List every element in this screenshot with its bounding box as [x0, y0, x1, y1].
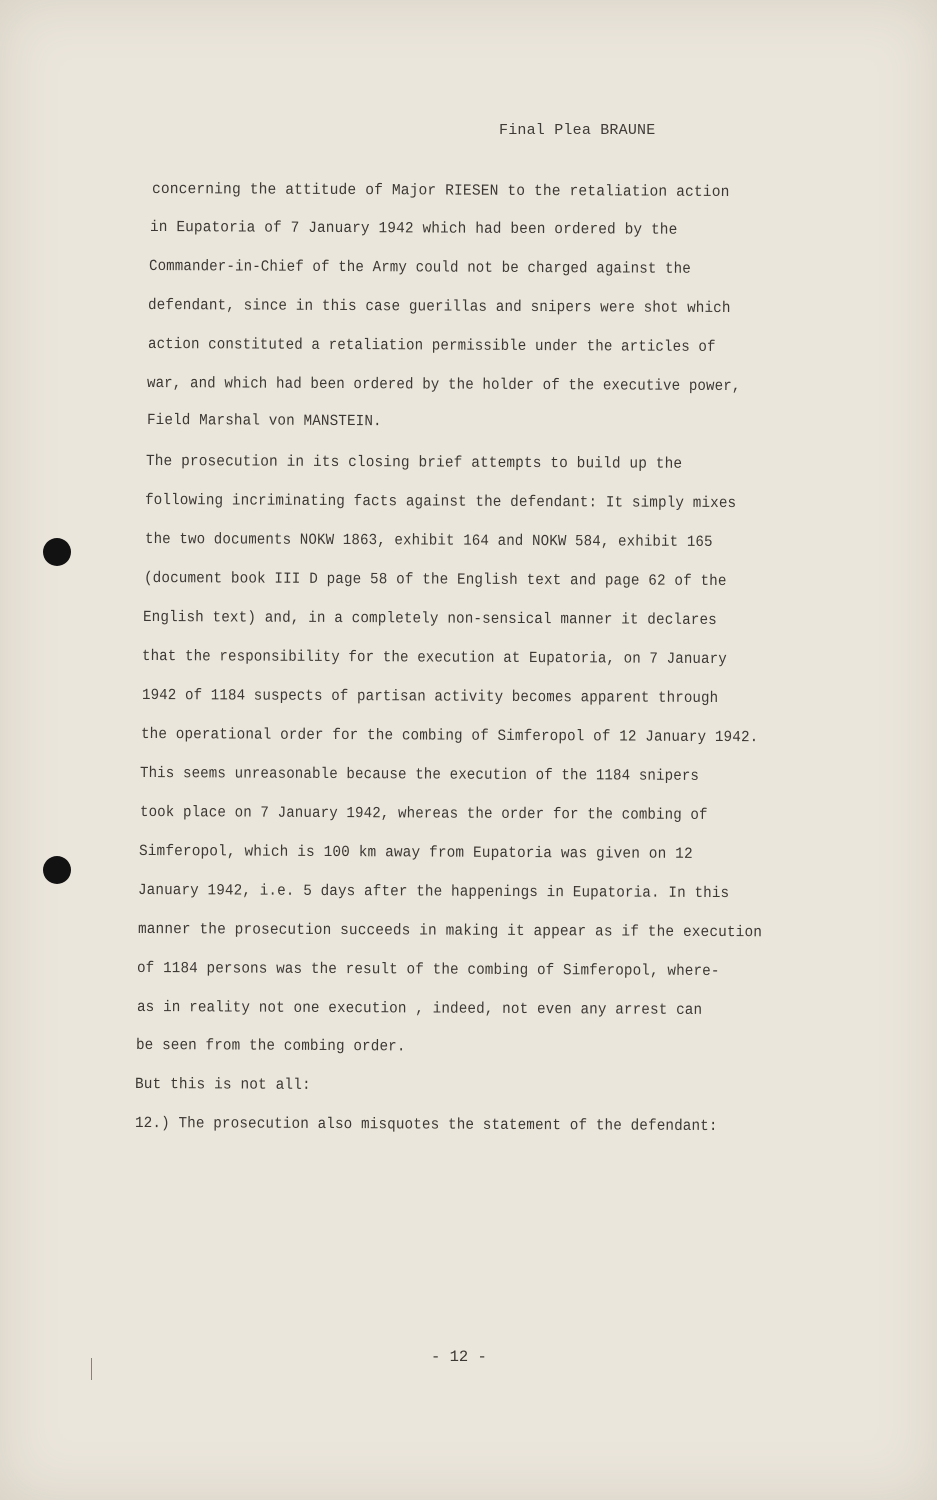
text-line: Simferopol, which is 100 km away from Eupatoria was given on 12 — [138, 842, 693, 863]
punch-hole-top — [43, 538, 71, 566]
page-header: Final Plea BRAUNE — [499, 122, 656, 139]
text-line: took place on 7 January 1942, whereas the order for the combing of — [139, 803, 708, 824]
text-line: of 1184 persons was the result of the combing of Simferopol, where- — [136, 959, 720, 981]
text-line: war, and which had been ordered by the holder of the executive power, — [146, 374, 741, 396]
text-line: concerning the attitude of Major RIESEN to the retaliation action — [151, 180, 730, 202]
text-line: Field Marshal von MANSTEIN. — [146, 411, 382, 431]
text-line: 12.) The prosecution also misquotes the statement of the defendant: — [134, 1114, 718, 1136]
text-line: The prosecution in its closing brief attempts to build up the — [145, 452, 683, 473]
text-line: 1942 of 1184 suspects of partisan activity becomes apparent through — [141, 686, 719, 708]
punch-hole-bottom — [43, 856, 71, 884]
margin-mark — [91, 1358, 92, 1380]
text-line: as in reality not one execution , indeed, not even any arrest can — [136, 998, 703, 1019]
text-line: But this is not all: — [134, 1075, 311, 1094]
text-line: Commander-in-Chief of the Army could not be charged against the — [148, 257, 691, 278]
text-line: following incriminating facts against the defendant: It simply mixes — [144, 491, 737, 513]
text-line: action constituted a retaliation permissible under the articles of — [147, 335, 716, 356]
text-line: English text) and, in a completely non-sensical manner it declares — [142, 608, 717, 630]
text-line: defendant, since in this case guerillas and snipers were shot which — [147, 296, 731, 318]
text-line: in Eupatoria of 7 January 1942 which had been ordered by the — [149, 218, 678, 239]
text-line: the operational order for the combing of Simferopol of 12 January 1942. — [140, 725, 759, 747]
text-line: be seen from the combing order. — [135, 1036, 406, 1056]
text-line: This seems unreasonable because the execution of the 1184 snipers — [139, 764, 700, 785]
text-line: January 1942, i.e. 5 days after the happenings in Eupatoria. In this — [137, 881, 730, 903]
page-number: - 12 - — [431, 1348, 487, 1366]
text-line: that the responsibility for the execution at Eupatoria, on 7 January — [141, 647, 727, 669]
text-line: (document book III D page 58 of the English text and page 62 of the — [143, 569, 727, 591]
text-line: manner the prosecution succeeds in making it appear as if the execution — [137, 920, 763, 942]
text-line: the two documents NOKW 1863, exhibit 164 and NOKW 584, exhibit 165 — [144, 530, 713, 551]
